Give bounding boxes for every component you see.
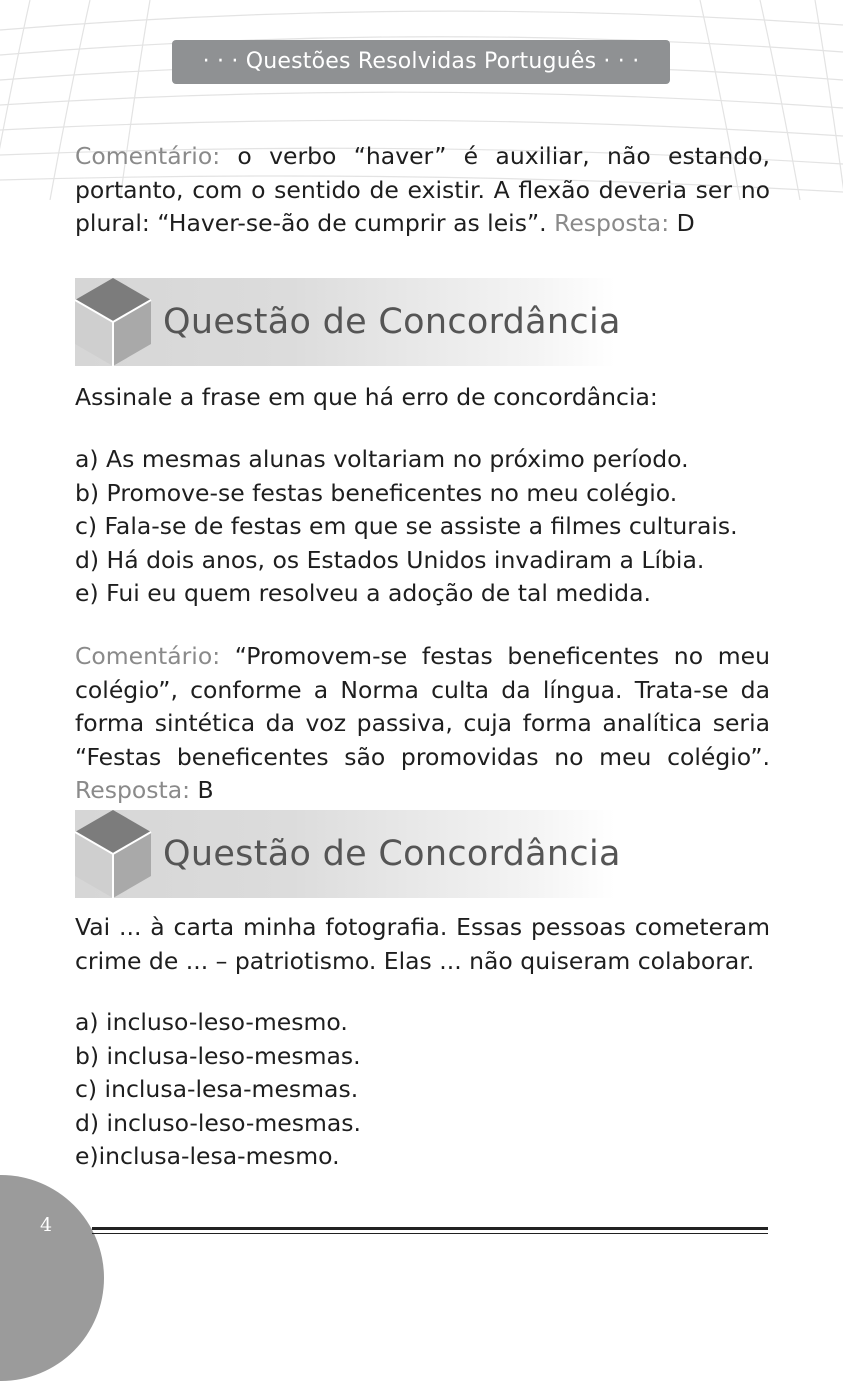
option-e: e)inclusa-lesa-mesmo. <box>75 1142 340 1170</box>
comment-paragraph-1 <box>75 140 770 241</box>
running-header: · · · Questões Resolvidas Português · · · <box>172 40 670 84</box>
section-heading-banner-2 <box>75 810 621 898</box>
cube-icon <box>75 810 155 898</box>
comment-label: Comentário: <box>75 642 221 670</box>
question-prompt-2: Vai ... à carta minha fotografia. Essas pessoas cometeram crime de ... – patriotismo. Elas ... não quiseram colaborar. <box>75 913 770 975</box>
question-prompt-1: Assinale a frase em que há erro de concordância: <box>75 383 658 411</box>
option-e: e) Fui eu quem resolveu a adoção de tal medida. <box>75 579 651 607</box>
section-heading-title: Questão de Concordância <box>163 834 621 874</box>
section-heading-banner-1 <box>75 278 621 366</box>
option-c: c) inclusa-lesa-mesmas. <box>75 1075 359 1103</box>
page-corner-circle <box>0 1175 104 1381</box>
page-number: 4 <box>40 1214 53 1236</box>
cube-icon <box>75 278 155 366</box>
option-b: b) Promove-se festas beneficentes no meu colégio. <box>75 478 678 507</box>
section-heading-title: Questão de Concordância <box>163 302 621 342</box>
footer-rule-thin <box>92 1233 768 1234</box>
option-b: b) inclusa-leso-mesmas. <box>75 1041 361 1070</box>
answer-label: Resposta: <box>554 209 670 237</box>
option-d: d) Há dois anos, os Estados Unidos invadiram a Líbia. <box>75 545 705 574</box>
comment-text: o verbo “haver” é auxiliar, não estando, portanto, com o sentido de existir. A flexão deveria ser no plural: “Haver-se-ão de cumprir as leis”. <box>75 142 770 237</box>
option-list-2 <box>75 1006 770 1174</box>
option-list-1 <box>75 443 770 611</box>
option-d: d) incluso-leso-mesmas. <box>75 1108 361 1137</box>
option-c: c) Fala-se de festas em que se assiste a filmes culturais. <box>75 512 738 540</box>
answer-label: Resposta: <box>75 776 191 804</box>
comment-text: “Promovem-se festas beneficentes no meu colégio”, conforme a Norma culta da língua. Trata-se da forma sintética da voz passiva, cuja forma analítica seria “Festas beneficentes são promovidas no meu colégio”. <box>75 642 770 771</box>
comment-label: Comentário: <box>75 142 221 170</box>
option-a: a) incluso-leso-mesmo. <box>75 1008 348 1036</box>
option-a: a) As mesmas alunas voltariam no próximo período. <box>75 445 689 473</box>
comment-paragraph-2 <box>75 640 770 808</box>
answer-value: D <box>669 209 695 237</box>
answer-value: B <box>190 776 214 804</box>
footer-rule <box>92 1227 768 1230</box>
